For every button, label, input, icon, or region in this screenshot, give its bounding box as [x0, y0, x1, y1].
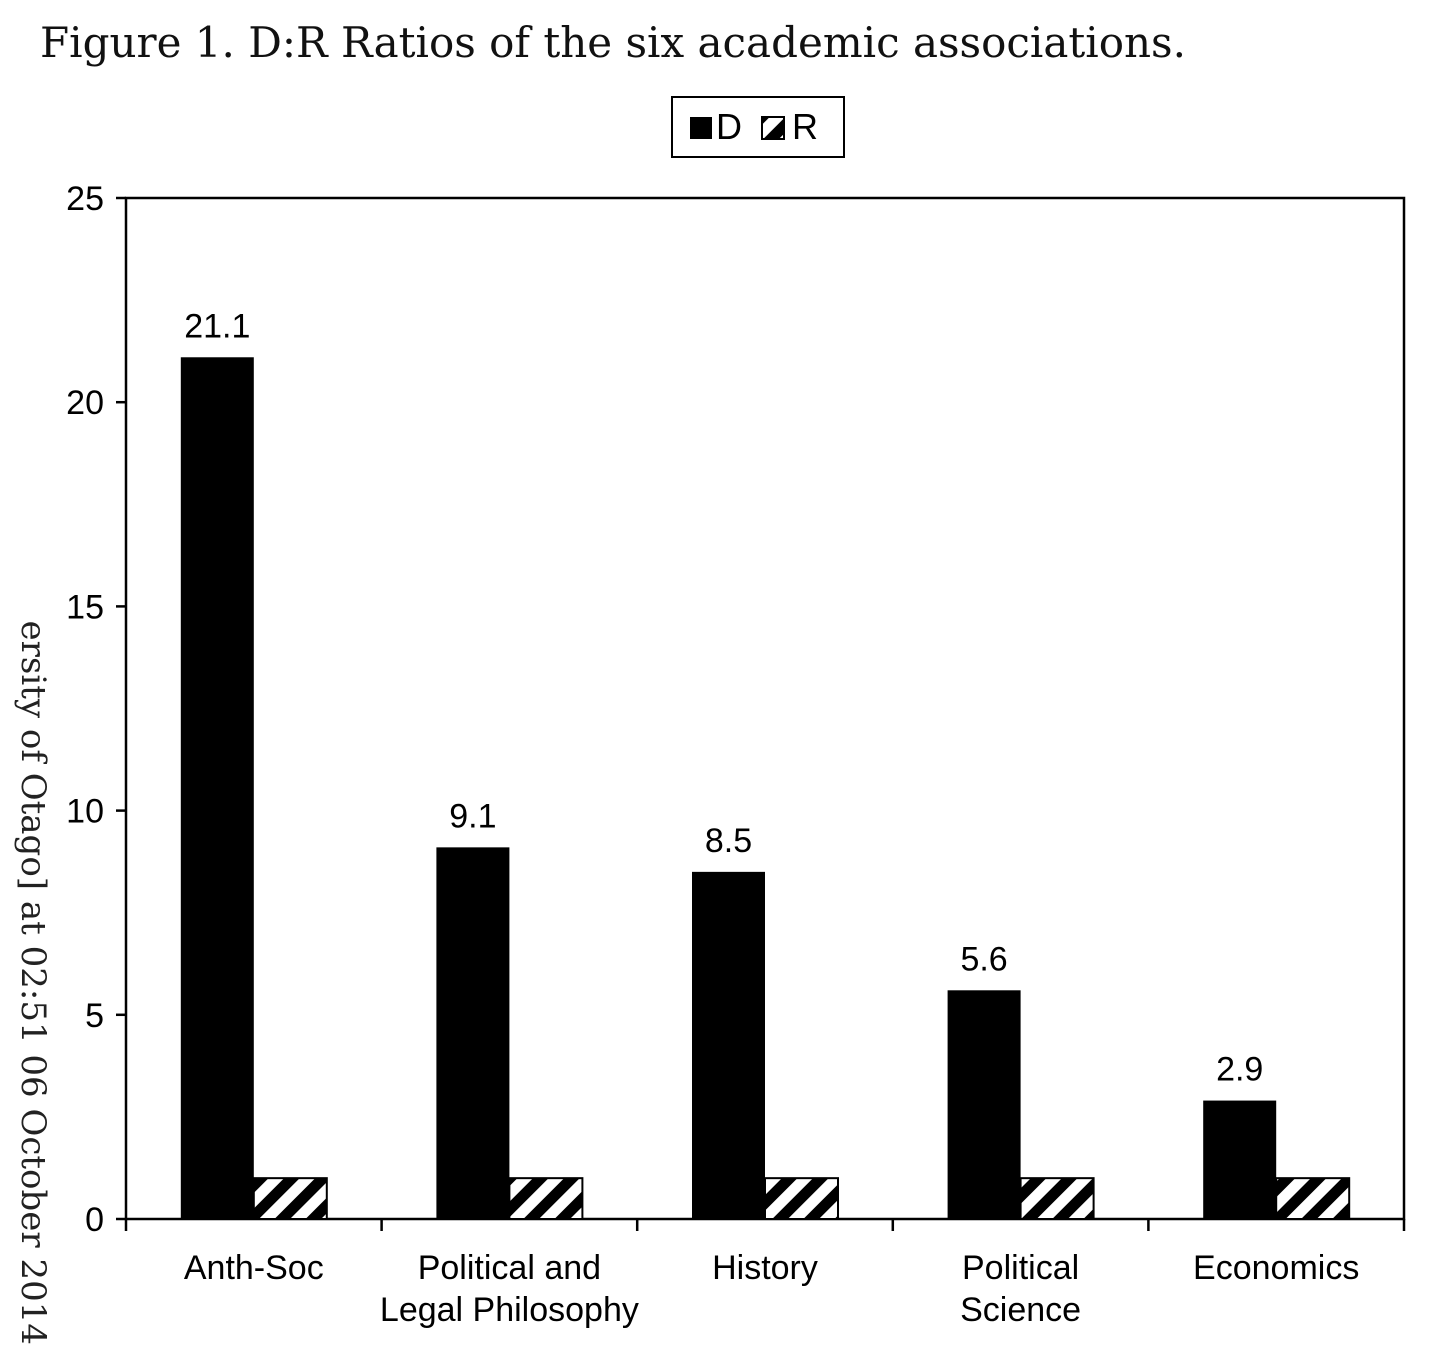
- y-tick-label: 15: [66, 588, 104, 627]
- data-label-d: 2.9: [1216, 1050, 1264, 1089]
- y-tick-label: 10: [66, 792, 104, 831]
- bar-r: [254, 1178, 327, 1219]
- category-label: Anth-Soc: [183, 1249, 324, 1287]
- category-label: Economics: [1193, 1249, 1360, 1287]
- bar-r: [1276, 1178, 1349, 1219]
- bar-d: [692, 872, 765, 1219]
- y-tick-label: 25: [66, 180, 104, 218]
- legend-label-d: D: [716, 106, 742, 147]
- data-label-d: 5.6: [960, 940, 1008, 979]
- bar-d: [181, 357, 254, 1219]
- bar-r: [1021, 1178, 1094, 1219]
- y-tick-label: 5: [85, 996, 104, 1035]
- bar-r: [509, 1178, 582, 1219]
- legend: [672, 97, 844, 157]
- figure-title: Figure 1. D:R Ratios of the six academic associations.: [40, 18, 1186, 67]
- data-label-d: 21.1: [184, 307, 251, 346]
- category-label: Political Science: [960, 1249, 1082, 1329]
- legend-label-r: R: [792, 106, 818, 147]
- bar-d: [1203, 1101, 1276, 1219]
- bar-r: [765, 1178, 838, 1219]
- side-watermark-text: ersity of Otago] at 02:51 06 October 2014: [13, 620, 53, 1345]
- bar-d: [948, 990, 1021, 1219]
- category-label: History: [712, 1249, 818, 1287]
- bars: [181, 357, 1349, 1219]
- y-tick-label: 20: [66, 384, 104, 423]
- data-label-d: 9.1: [449, 797, 497, 836]
- category-label: Political and Legal Philosophy: [379, 1249, 639, 1329]
- bar-d: [436, 847, 509, 1219]
- legend-swatch-d: [690, 117, 712, 139]
- y-tick-label: 0: [85, 1201, 104, 1239]
- data-label-d: 8.5: [704, 821, 753, 860]
- legend-swatch-r: [762, 117, 784, 139]
